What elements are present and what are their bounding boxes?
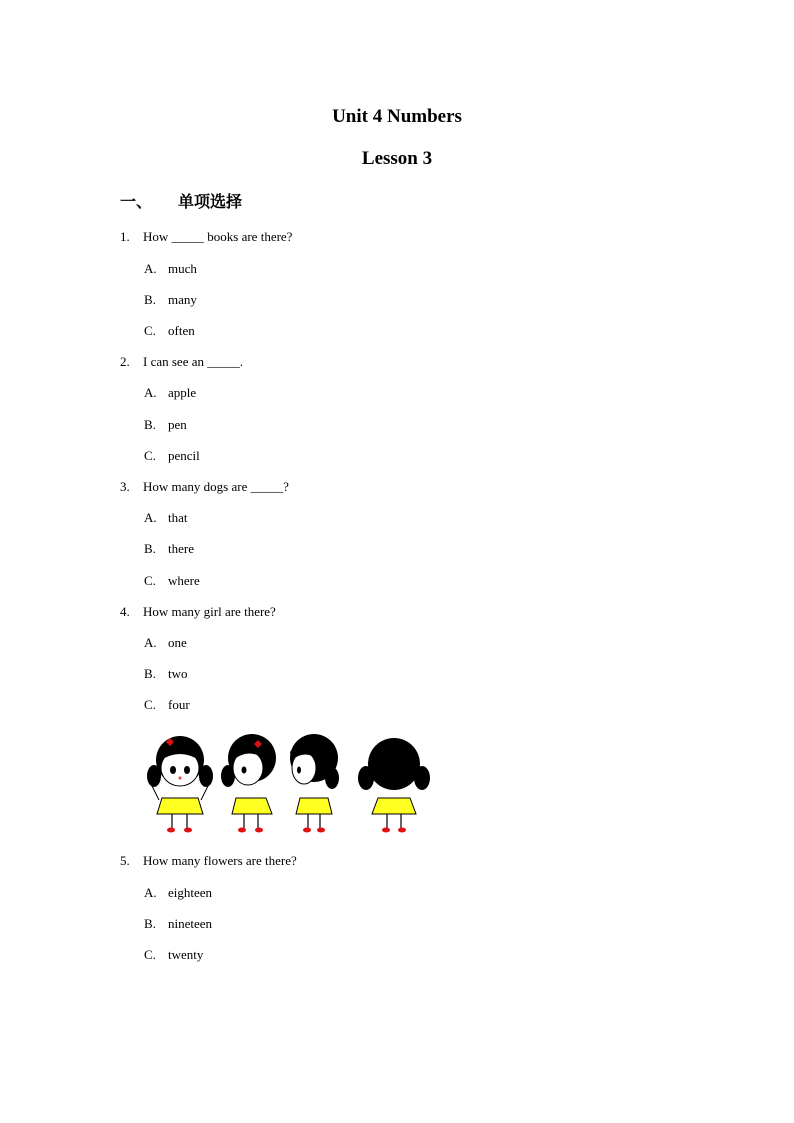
question-1: 1. How _____ books are there? bbox=[120, 229, 293, 244]
section-heading bbox=[120, 189, 242, 212]
option-5c[interactable]: C. twenty bbox=[144, 947, 204, 962]
option-4b[interactable]: B. two bbox=[144, 666, 188, 681]
page-title: Unit 4 Numbers bbox=[332, 106, 462, 127]
option-1c[interactable]: C. often bbox=[144, 323, 195, 338]
question-3: 3. How many dogs are _____? bbox=[120, 479, 289, 494]
option-3c[interactable]: C. where bbox=[144, 573, 200, 588]
question-4: 4. How many girl are there? bbox=[120, 604, 276, 619]
option-1a[interactable]: A. much bbox=[144, 261, 197, 276]
option-2a[interactable]: A. apple bbox=[144, 385, 197, 400]
option-1b[interactable]: B. many bbox=[144, 292, 197, 307]
question-2: 2. I can see an _____. bbox=[120, 354, 243, 369]
option-2c[interactable]: C. pencil bbox=[144, 448, 200, 463]
cartoon-girls-illustration bbox=[140, 724, 432, 839]
girl-side-left-icon bbox=[221, 734, 276, 833]
option-4a[interactable]: A. one bbox=[144, 635, 187, 650]
option-3a[interactable]: A. that bbox=[144, 510, 188, 525]
question-5: 5. How many flowers are there? bbox=[120, 853, 297, 868]
lesson-subtitle: Lesson 3 bbox=[361, 148, 433, 169]
section-number: 一、 bbox=[120, 192, 153, 211]
option-5b[interactable]: B. nineteen bbox=[144, 916, 213, 931]
girl-front-icon bbox=[147, 736, 213, 833]
girl-back-icon bbox=[358, 738, 430, 833]
option-2b[interactable]: B. pen bbox=[144, 417, 187, 432]
option-3b[interactable]: B. there bbox=[144, 541, 194, 556]
girl-side-right-icon bbox=[290, 734, 339, 833]
option-5a[interactable]: A. eighteen bbox=[144, 885, 213, 900]
option-4c[interactable]: C. four bbox=[144, 697, 190, 712]
section-title: 单项选择 bbox=[178, 192, 243, 211]
